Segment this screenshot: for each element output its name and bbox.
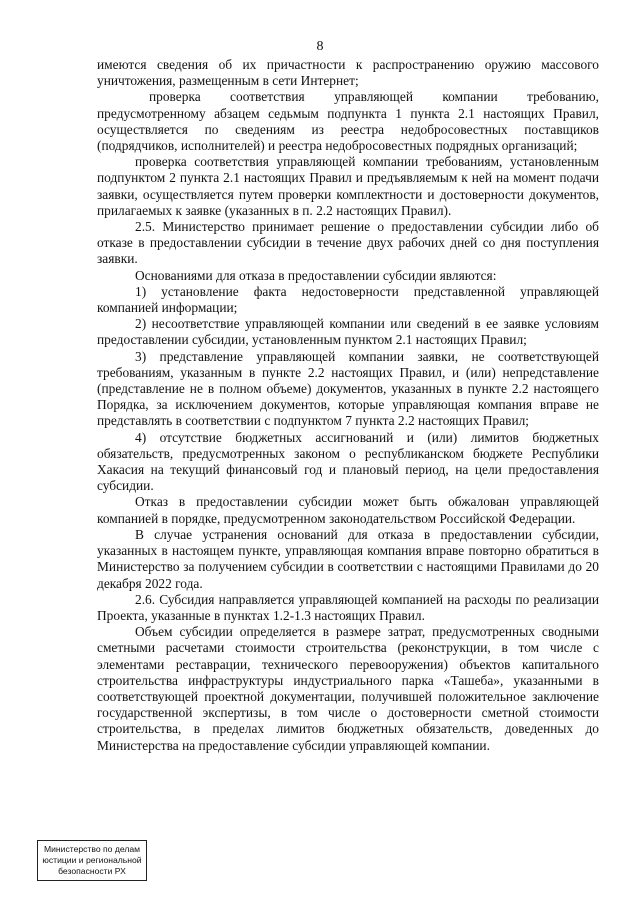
paragraph: 2.5. Министерство принимает решение о предоставлении субсидии либо об отказе в предоставлении субсидии в течение двух рабочих дней со дня поступления заявки. [97,219,599,267]
paragraph: В случае устранения оснований для отказа в предоставлении субсидии, указанных в настоящем пункте, управляющая компания вправе повторно обратиться в Министерство за получением субсидии в соответствии с настоящими Правилами до 20 декабря 2022 года. [97,526,599,591]
page-number: 8 [316,39,324,54]
paragraph: имеются сведения об их причастности к распространению оружию массового уничтожения, размещенным в сети Интернет; [97,57,599,89]
paragraph: проверка соответствия управляющей компании требованию, предусмотренному абзацем седьмым подпункта 1 пункта 2.1 настоящих Правил, осуществляется по сведениям из реестра недобросовестных поставщиков (подрядчиков, исполнителей) и реестра недобросовестных подрядных организаций; [97,89,599,154]
paragraph: проверка соответствия управляющей компании требованиям, установленным подпунктом 2 пункта 2.1 настоящих Правил и предъявляемым к ней на момент подачи заявки, осуществляется путем проверки комплектности и достоверности документов, прилагаемых к заявке (указанных в п. 2.2 настоящих Правил). [97,154,599,218]
paragraph: Основаниями для отказа в предоставлении субсидии являются: [135,267,497,283]
stamp-line-3: безопасности РХ [58,866,126,876]
paragraph: Объем субсидии определяется в размере затрат, предусмотренных сводными сметными расчетами стоимости строительства (реконструкции, в том числе с элементами реставрации, технического перевооружения) объектов капитального строительства инфраструктуры индустриального парка «Ташеба», указанными в соответствующей проектной документации, получившей положительное заключение государственной экспертизы, в том числе о достоверности сметной стоимости строительства, в пределах лимитов бюджетных обязательств, доведенных до Министерства на предоставление субсидии управляющей компании. [97,624,599,753]
paragraph: 2) несоответствие управляющей компании или сведений в ее заявке условиям предоставлении субсидии, установленным пунктом 2.1 настоящих Правил; [97,316,599,348]
paragraph: 2.6. Субсидия направляется управляющей компанией на расходы по реализации Проекта, указанные в пунктах 1.2-1.3 настоящих Правил. [97,591,599,623]
paragraph: 1) установление факта недостоверности представленной управляющей компанией информации; [97,283,599,316]
paragraph: Отказ в предоставлении субсидии может быть обжалован управляющей компанией в порядке, предусмотренном законодательством Российской Федерации. [97,494,599,526]
document-body [97,57,599,754]
registration-stamp [37,840,147,881]
paragraph: 3) представление управляющей компании заявки, не соответствующей требованиям, указанным в пункте 2.2 настоящих Правил, и (или) непредставление (представление не в полном объеме) документов, указанных в пункте 2.2 настоящего Порядка, за исключением документов, которые управляющая компания вправе не представлять в соответствии с подпунктом 7 пункта 2.2 настоящих Правил; [97,348,599,429]
stamp-line-1: Министерство по делам [43,844,141,854]
stamp-line-2: юстиции и региональной [42,855,142,865]
paragraph: 4) отсутствие бюджетных ассигнований и (или) лимитов бюджетных обязательств, предусмотренных законом о республиканском бюджете Республики Хакасия на текущий финансовый год и плановый период, на цели предоставления субсидии. [97,429,599,494]
